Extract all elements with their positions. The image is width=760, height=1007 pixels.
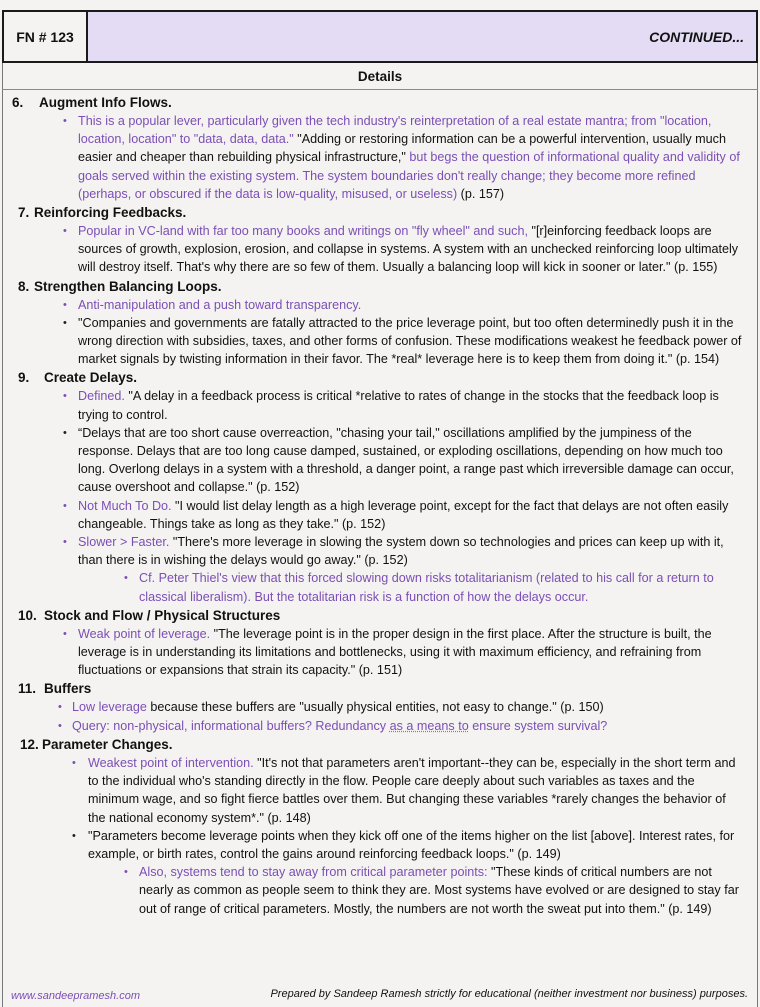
list-item	[0, 296, 760, 314]
section-number: 8.	[18, 278, 30, 294]
quote-text: "These kinds of critical numbers are not nearly as common as people seem to think they are. Most systems have evolved or are designed to stay far out of range of critical parameters. Mostly, the numbers are not worth the sweat put into them." (p. 149)	[139, 865, 739, 916]
note-text: Cf. Peter Thiel's view that this forced slowing down risks totalitarianism (related to his call for a return to classical liberalism). But the totalitarian risk is a function of how the delays occur.	[139, 571, 714, 604]
note-text: Query: non-physical, informational buffers? Redundancy	[72, 718, 390, 733]
section-6-title	[0, 93, 760, 112]
bullet-icon: •	[63, 115, 67, 127]
section-heading: Parameter Changes.	[42, 736, 173, 752]
section-10-title	[0, 606, 760, 625]
details-heading: Details	[2, 63, 758, 90]
note-text: Low leverage	[72, 700, 147, 715]
bullet-icon: •	[58, 701, 62, 714]
bullet-icon: •	[63, 426, 67, 439]
list-item	[0, 424, 760, 497]
note-text: Not Much To Do.	[78, 498, 172, 513]
bullet-icon: •	[72, 829, 76, 842]
website-link[interactable]: www.sandeepramesh.com	[11, 990, 141, 1002]
section-heading: Buffers	[44, 681, 92, 697]
list-item	[0, 827, 760, 863]
disclaimer: Prepared by Sandeep Ramesh strictly for educational (neither investment nor business) purposes.	[270, 988, 748, 1000]
bullet-icon: •	[63, 499, 67, 512]
section-number: 10.	[18, 607, 37, 623]
list-item	[0, 112, 760, 203]
quote-text: “Delays that are too short cause overreaction, "chasing your tail," oscillations amplified by the jumpiness of the response. Delays that are too long cause damped, sustained, or exploding oscillations, depending on how much too long. Overlong delays in a system with a threshold, a danger point, a range past which irreversible damage can occur, cause overshoot and collapse." (p. 152)	[78, 425, 734, 495]
section-heading: Strengthen Balancing Loops.	[34, 278, 222, 294]
quote-text: because these buffers are "usually physical entities, not easy to change." (p. 150)	[146, 700, 604, 715]
list-item	[0, 533, 760, 569]
section-12-title	[0, 735, 760, 754]
bullet-icon: •	[63, 225, 67, 238]
section-8-title	[0, 277, 760, 296]
section-number: 7.	[18, 205, 30, 221]
note-text: This is a popular lever, particularly given the tech industry's reinterpretation of a real estate mantra; from "location, location, location" to "data, data, data."	[78, 114, 712, 147]
bullet-icon: •	[124, 572, 128, 585]
footnote-number: FN # 123	[4, 12, 88, 61]
list-item	[0, 497, 760, 533]
list-item	[0, 698, 760, 716]
note-text: Weak point of leverage.	[78, 626, 211, 641]
note-text: Popular in VC-land with far too many books and writings on "fly wheel" and such,	[78, 224, 528, 239]
bullet-icon: •	[124, 866, 128, 879]
bullet-icon: •	[58, 719, 62, 732]
note-text: but begs the question of informational quality and validity of goals served within the existing system. The system boundaries don't really change; they become more refined (perhaps, or obscured if the data is low-quality, misused, or useless)	[78, 150, 740, 201]
section-heading: Create Delays.	[44, 370, 138, 386]
section-9-title	[0, 368, 760, 387]
quote-text: "The leverage point is in the proper design in the first place. After the structure is built, the leverage is in understanding its limitations and bottlenecks, using it with maximum efficiency, and refraining from fluctuations or expansions that strain its capacity." (p. 151)	[78, 626, 712, 678]
section-heading: Stock and Flow / Physical Structures	[44, 607, 281, 623]
quote-text: "A delay in a feedback process is critical *relative to rates of change in the stocks that the feedback loop is trying to control.	[78, 389, 719, 422]
continued-label: CONTINUED...	[649, 28, 744, 45]
note-text: Slower > Faster.	[78, 535, 170, 550]
page-ref: (p. 157)	[457, 186, 505, 201]
bullet-icon: •	[63, 316, 67, 329]
note-text: Anti-manipulation and a push toward transparency.	[78, 297, 362, 312]
note-text: ensure system survival?	[468, 718, 608, 733]
quote-text: "[r]einforcing feedback loops are sources of growth, explosion, erosion, and collapse in systems. A system with an unchecked reinforcing loop ultimately will destroy itself. That's why there are so few of them. Usually a balancing loop will kick in sooner or later." (p. 155)	[78, 224, 739, 275]
page-header	[2, 10, 758, 63]
list-item	[0, 387, 760, 423]
section-number: 6.	[12, 95, 24, 110]
quote-text: "Adding or restoring information can be a powerful intervention, usually much easier and cheaper than rebuilding physical infrastructure,"	[78, 132, 726, 165]
section-7-title	[0, 203, 760, 222]
section-heading: Augment Info Flows.	[39, 95, 172, 110]
note-text: Weakest point of intervention.	[88, 755, 254, 770]
list-item	[0, 717, 760, 735]
list-item	[0, 314, 760, 369]
quote-text: "Companies and governments are fatally attracted to the price leverage point, but too often determinedly push it in the wrong direction with subsidies, taxes, and other forms of confusion. These modifications weakest he feedback power of market signals by twisting information in their favor. The *real* leverage here is to keep them from doing it." (p. 154)	[78, 315, 742, 367]
bullet-icon: •	[72, 756, 76, 769]
bullet-icon: •	[63, 390, 67, 403]
quote-text: "It's not that parameters aren't important--they can be, especially in the short term and to the individual who's standing directly in the flow. People care deeply about such variables as taxes and the minimum wage, and so fight fierce battles over them. But changing these variables *rarely changes the behavior of the national economy system*." (p. 148)	[88, 755, 736, 825]
list-item	[0, 222, 760, 277]
note-text: Defined.	[78, 389, 125, 404]
section-number: 9.	[18, 370, 30, 386]
list-item	[0, 625, 760, 680]
continued-banner	[88, 12, 756, 61]
note-text: as a means to	[389, 718, 469, 733]
bullet-icon: •	[63, 298, 67, 311]
bullet-icon: •	[63, 536, 67, 549]
quote-text: "There's more leverage in slowing the system down so technologies and prices can keep up with it, than there is in wishing the delays would go away." (p. 152)	[78, 535, 724, 568]
section-number: 11.	[18, 681, 37, 697]
note-text: Also, systems tend to stay away from critical parameter points:	[139, 865, 488, 880]
list-item	[0, 754, 760, 827]
sub-list-item	[0, 569, 760, 605]
quote-text: "I would list delay length as a high leverage point, except for the fact that delays are not often easily changeable. Things take as long as they take." (p. 152)	[78, 498, 729, 531]
details-content	[0, 93, 760, 918]
section-number: 12.	[20, 736, 39, 752]
quote-text: "Parameters become leverage points when they kick off one of the items higher on the list [above]. Interest rates, for example, or birth rates, control the gains around reinforcing feedback loops." (p. 149)	[88, 828, 735, 861]
section-heading: Reinforcing Feedbacks.	[34, 205, 187, 221]
section-11-title	[0, 679, 760, 698]
sub-list-item	[0, 863, 760, 918]
bullet-icon: •	[63, 627, 67, 640]
